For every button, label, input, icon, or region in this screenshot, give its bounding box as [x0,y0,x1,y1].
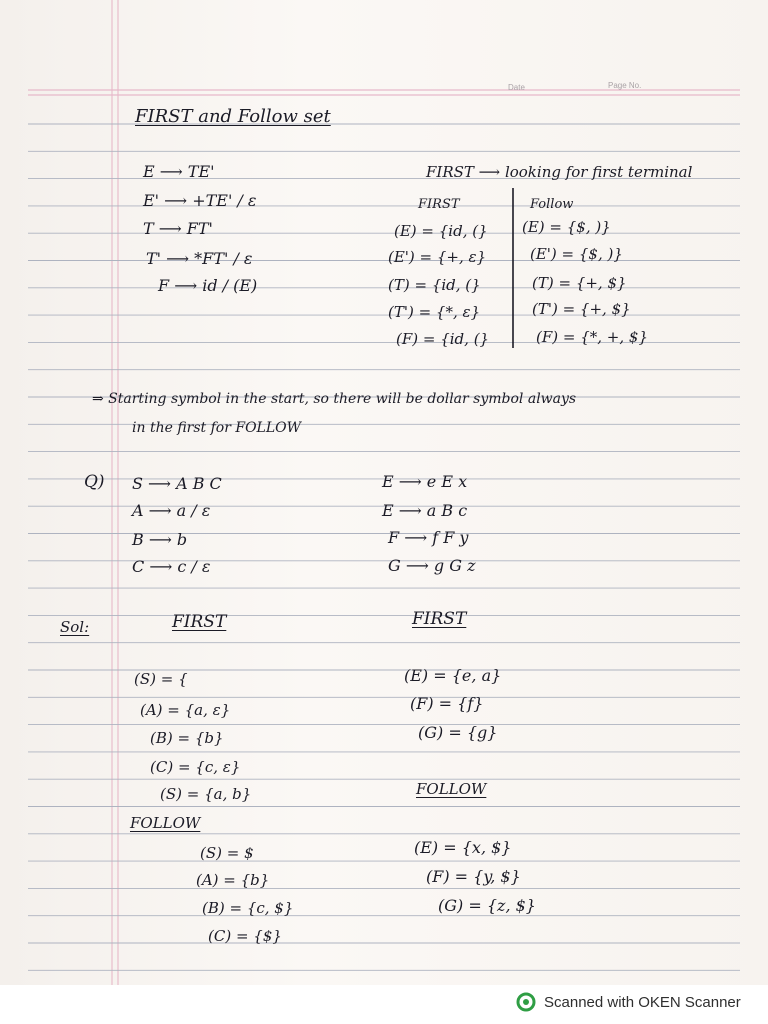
follow-right-row: (G) = {z, $} [438,896,536,915]
question-rule: E ⟶ a B c [382,501,468,520]
follow-column-header: Follow [530,197,574,212]
note-line-1: ⇒ Starting symbol in the start, so there will be dollar symbol always [92,391,577,407]
question-rule: S ⟶ A B C [132,474,222,493]
date-label: Date [508,83,525,92]
first-heading-right: FIRST [412,609,467,629]
scanner-credit: Scanned with OKEN Scanner [544,993,741,1011]
follow-left-row: (B) = {c, $} [202,899,294,917]
grammar-rule: F ⟶ id / (E) [158,276,258,295]
first-left-row: (S) = {a, b} [160,785,252,803]
follow-row: (E') = {$, )} [530,245,623,263]
table-caption: FIRST ⟶ looking for first terminal [426,163,693,181]
first-row: (E) = {id, (} [394,222,488,240]
solution-label: Sol: [60,618,90,636]
follow-left-row: (C) = {$} [208,927,282,945]
grammar-rule: E' ⟶ +TE' / ε [143,191,257,210]
table-divider [508,188,518,350]
follow-heading-right: FOLLOW [416,780,487,798]
first-column-header: FIRST [418,197,460,212]
follow-row: (E) = {$, )} [522,218,611,236]
question-rule: B ⟶ b [132,530,188,549]
question-rule: G ⟶ g G z [388,556,476,575]
first-left-row: (A) = {a, ε} [140,701,231,719]
first-row: (T) = {id, (} [388,276,481,294]
question-rule: F ⟶ f F y [388,528,469,547]
grammar-rule: T' ⟶ *FT' / ε [146,249,253,268]
page-no-label: Page No. [608,81,642,90]
grammar-rule: E ⟶ TE' [143,162,215,181]
first-left-row: (B) = {b} [150,729,224,747]
follow-right-row: (E) = {x, $} [414,838,512,857]
grammar-rule: T ⟶ FT' [143,219,213,238]
follow-heading-left: FOLLOW [130,814,201,832]
follow-right-row: (F) = {y, $} [426,867,521,886]
follow-row: (F) = {*, +, $} [536,328,648,346]
page-title: FIRST and Follow set [135,106,331,127]
scanner-footer [516,992,741,1012]
first-right-row: (E) = {e, a} [404,666,502,685]
note-line-2: in the first for FOLLOW [132,420,302,436]
question-label: Q) [84,472,105,492]
question-rule: E ⟶ e E x [382,472,468,491]
first-right-row: (G) = {g} [418,723,498,742]
question-rule: C ⟶ c / ε [132,557,211,576]
follow-left-row: (S) = $ [200,844,254,862]
first-left-row: (C) = {c, ε} [150,758,241,776]
first-right-row: (F) = {f} [410,694,484,713]
follow-row: (T') = {+, $} [532,300,631,318]
question-rule: A ⟶ a / ε [132,501,211,520]
first-row: (T') = {*, ε} [388,303,481,321]
first-heading-left: FIRST [172,612,227,632]
first-row: (E') = {+, ε} [388,248,487,266]
first-row: (F) = {id, (} [396,330,490,348]
first-left-row: (S) = { [134,670,188,688]
follow-left-row: (A) = {b} [196,871,270,889]
follow-row: (T) = {+, $} [532,274,627,292]
oken-logo-icon [516,992,536,1012]
